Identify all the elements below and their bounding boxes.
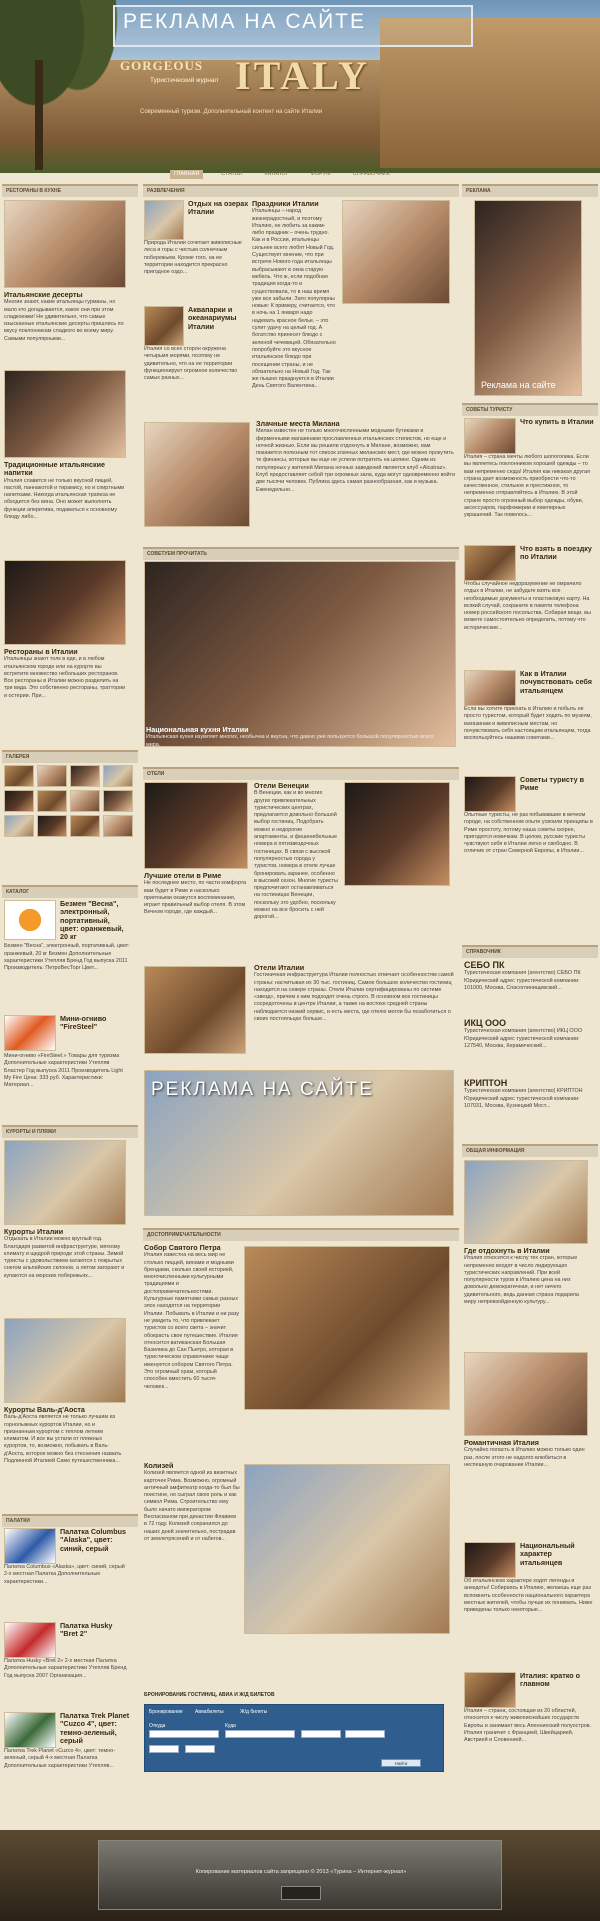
product-title[interactable]: Мини-огниво "FireSteel" xyxy=(60,1014,107,1032)
product-description: Палатка Husky «Bret 2» 2-х местная Палатка Дополнительные характеристики Утепляв Бренд Год выпуска 2007 Организация... xyxy=(4,1658,127,1679)
article-title[interactable]: Отдых на озерах Италии xyxy=(188,199,249,217)
resort-card xyxy=(4,1318,126,1465)
booking-adults-select[interactable] xyxy=(149,1745,179,1753)
directory-entry xyxy=(464,1018,594,1050)
directory-entry xyxy=(464,1078,594,1110)
article-card xyxy=(144,1462,240,1543)
product-description: Мини-огниво «FireSteel.» Товары для туризма Дополнительные характеристики Утепляв Бластер Год выпуска 2011 Производитель Light My Fire Цена: 333 руб. Характеристики: Материал... xyxy=(4,1053,123,1089)
directory-title[interactable]: СЕБО ПК xyxy=(464,960,505,970)
gallery-thumb[interactable] xyxy=(70,815,100,837)
booking-tab-train[interactable]: Ж/д билеты xyxy=(240,1709,268,1715)
article-excerpt: Итальянцы – народ жизнерадостный, и поэтому Италию, не любить за каким-либо праздник – очень трудно. Как и в России, итальянцы сильнее всего любят Новый Год. Существует мнение, что при встрече Нового года итальянцы выбрасывают в окна старую мебель. Что ж, если подобная традиция когда-то и существовала, то в наш время уже все забыли. Зато популярны новые: К примеру, считается, что в ночь на 1 января надо надевать красное белье, – это сулит удачу на целый год. А богатство принесет блюдо с зеленой чечевицей. Обязательно попробуйте это вкусное итальянское блюдо при посещении страны, и не обязательно на Новый Год. Так же пышно празднуется в Италии День Святого Валентина... xyxy=(252,208,336,390)
article-excerpt: Природа Италии сочетает живописные леса и горы с чистым солнечным побережьем. Кроме того, на ее территории находится прекрасно пригодное оздо... xyxy=(144,240,242,276)
product-image[interactable] xyxy=(4,1015,56,1051)
article-title[interactable]: Отели Италии xyxy=(254,963,305,972)
advice-excerpt: Опытные туристы, не раз побывавшие в вечном городе, на собственном опыте усвоили принципы в Риме простоту, потому наша советы скорее, пригодятся новичкам. В целом, русские туристы чувствуют себя в Италии легко и свободно. В отличие от стран Северной Европы, в Италии... xyxy=(464,812,593,855)
best-hotels-image[interactable] xyxy=(144,782,248,869)
nav-item-forum[interactable]: ФОРУМ xyxy=(310,171,331,177)
footer-copyright: Копирование материалов сайта запрещено © 2013 «Турина – Интернет-журнал» xyxy=(195,1869,407,1875)
product-card xyxy=(4,900,130,973)
advice-title[interactable]: Что взять в поездку по Италии xyxy=(520,544,592,562)
logo-big-text[interactable]: ITALY xyxy=(235,53,371,98)
article-excerpt: Колизей является одной из визитных карточек Рима. Возможно, огромный античный амфитеатр когда-то был бы поистине, но сыграл свою роль и как символ Рима. Строительство ему было начато императором Веспасианом при династии Флавиев в 72 году. Колизей сохранился до наших дней значительно, пострадав от землетрясений и от набегов... xyxy=(144,1470,240,1542)
left-column xyxy=(2,184,138,197)
advice-excerpt: Если вы хотите приехать в Италию и побыть не просто туристом, который будет ходить по музеям, магазинам и живописным местам, но почувствовать себя настоящим итальянцем, тогда воспользуйтесь нашими советами... xyxy=(464,706,592,742)
directory-heading: СПРАВОЧНИК xyxy=(462,945,598,958)
gallery-thumb[interactable] xyxy=(4,790,34,812)
product-card xyxy=(4,1622,130,1680)
booking-from-label: Откуда xyxy=(149,1723,166,1729)
general-image[interactable] xyxy=(464,1672,516,1708)
general-image[interactable] xyxy=(464,1352,588,1436)
product-description: Палатка Columbus «Alaska», цвет: синий, серый 2-х местная Палатка Дополнительные характеристики... xyxy=(4,1564,125,1585)
directory-text: Туристическая компания (агентство) СЕБО ПК Юридический адрес туристической компании: 101000, Москва, Спасоглинищевский... xyxy=(464,970,581,991)
article-image[interactable] xyxy=(4,560,126,645)
directory-text: Туристическая компания (агентство) ИКЦ ООО Юридический адрес туристической компании: 127540, Москва, Керамический... xyxy=(464,1028,583,1049)
entertainment-heading: РАЗВЛЕЧЕНИЯ xyxy=(143,184,459,197)
article-title[interactable]: Праздники Италии xyxy=(252,199,319,208)
article-excerpt: Итальянцы знают толк в еде, и в любом итальянском городе или на курорте вы встретите множество небольших ресторанов. Все рестораны в Италии можно разделить на три вида. Это собственно рестораны, траттории и остерии. При... xyxy=(4,656,126,699)
footer-panel xyxy=(98,1840,502,1910)
article-excerpt: Италия известна на весь мир не столько пиццей, винами и модными брендами, сколько своей историей, многочисленными культурными традициями и достопримечательностями. Культурные памятники самых разных эпох находятся на территории Италии. Побывать в Италии и ни разу не увидеть то, что привлекает туристов со всего света – значит обокрасть свое путешествие. Италия относится ватиканская Большая Базилика до Сан Пьетро, которая в туристическом справочнике чаще именуется собором Святого Петра. Это огромный храм, который способен вместить 60 тысяч человек... xyxy=(144,1252,240,1390)
article-image[interactable] xyxy=(4,370,126,458)
article-excerpt: В Венеции, как и во многих других привлекательных туристических центрах, предлагается довольно большой выбор гостиниц. Подобрать можно и недорогие апартаменты, и фешенебельные номера в пятизвездочных гостиницах. В связи с высокой популярностью города у туристов, номера в отеле лучше бронировать заранее, особенно в высокий сезон. Многие туристы предпочитают останавливаться на гостиницах Венеции, поскольку это удобно, поскольку можно на все бросить с ней дорогой... xyxy=(254,790,338,921)
product-image[interactable] xyxy=(4,1528,56,1564)
advice-image[interactable] xyxy=(464,418,516,454)
advice-image[interactable] xyxy=(464,776,516,812)
booking-search-button[interactable]: Найти xyxy=(381,1759,421,1767)
gallery-heading: ГАЛЕРЕЯ xyxy=(2,750,138,763)
featured-caption xyxy=(146,726,446,749)
recommend-heading: СОВЕТУЕМ ПРОЧИТАТЬ xyxy=(143,547,459,560)
article-excerpt: Италия со всех сторон окружена четырьмя морями, поэтому не удивительно, что на ее территории функционирует огромное количество самых разных... xyxy=(144,346,238,382)
header-ad-banner[interactable]: РЕКЛАМА НА САЙТЕ xyxy=(113,5,473,47)
product-description: Палатка Trek Planet «Cuzco 4», цвет: темно-зеленый, серый 4-х местная Палатка Дополнительные характеристики Утепляв... xyxy=(4,1748,116,1769)
milan-image[interactable] xyxy=(144,422,250,527)
gallery-thumb[interactable] xyxy=(37,790,67,812)
product-card xyxy=(4,1528,130,1586)
general-excerpt: Об итальянском характере ходят легенды и анекдоты! Собираясь в Италию, желаешь еще раз вспомнить особенности национального характера местных жителей, чтобы лучше их понимать. Ниже приведены только некоторые... xyxy=(464,1578,593,1614)
product-image[interactable] xyxy=(4,1712,56,1748)
article-excerpt: Многие знают, какие итальянцы гурманы, но мало кто догадывается, какое они при этом сладкоежки! Не удивительно, что самые изысканные итальянские десерты пришлись по вкусу поклонникам сладкого во всему миру. Самыми популярными... xyxy=(4,299,124,342)
product-image[interactable] xyxy=(4,900,56,940)
advice-title[interactable]: Советы туристу в Риме xyxy=(520,775,584,793)
product-description: Безмен "Весна", электронный, портативный, цвет: оранжевый, 20 кг Безмен Дополнительные характеристики Утепляв Бренд Год выпуска 2011 Производитель: ПетроВесТорг Цвет... xyxy=(4,943,130,972)
general-image[interactable] xyxy=(464,1542,516,1578)
advice-excerpt: Чтобы случайное недоразумение не омрачило отдых в Италии, не забудьте взять все необходимые документы и пластиковую карту. На всякий случай, сохраните в памяти телефона номер российского посольства. Собирая вещи, вы можете самостоятельно определить, потому что исторические... xyxy=(464,581,591,631)
article-title[interactable]: Итальянские десерты xyxy=(4,290,83,299)
booking-heading: БРОНИРОВАНИЕ ГОСТИНИЦ, АВИА И Ж/Д БИЛЕТОВ xyxy=(144,1692,275,1698)
sights-heading: ДОСТОПРИМЕЧАТЕЛЬНОСТИ xyxy=(143,1228,459,1241)
general-excerpt: Италия – страна, состоящая из 20 областей, относится к числу живописнейших государств Европы и занимает весь Апеннинский полуостров. Италия граничит с Францией, Швейцарией, Австрией и Словенией... xyxy=(464,1708,592,1744)
product-card xyxy=(4,1015,130,1089)
product-image[interactable] xyxy=(4,1622,56,1658)
gallery-thumb[interactable] xyxy=(70,765,100,787)
directory-title[interactable]: ИКЦ ООО xyxy=(464,1018,507,1028)
product-card xyxy=(4,1712,130,1770)
restaurants-heading: РЕСТОРАНЫ В КУХНЕ xyxy=(2,184,138,197)
booking-tab-avia[interactable]: Авиабилеты xyxy=(195,1709,224,1715)
advice-card xyxy=(464,545,594,632)
general-card xyxy=(464,1672,594,1744)
nav-item-catalog[interactable]: КАТАЛОГ xyxy=(264,171,289,177)
site-header xyxy=(0,0,600,173)
advice-image[interactable] xyxy=(464,545,516,581)
article-title[interactable]: Колизей xyxy=(144,1461,174,1470)
booking-from-input[interactable] xyxy=(149,1730,219,1738)
header-tagline: Современный туризм. Дополнительный контент на сайте Италии xyxy=(140,109,323,115)
gallery-thumb[interactable] xyxy=(103,790,133,812)
featured-image[interactable] xyxy=(144,561,456,747)
resort-image[interactable] xyxy=(4,1140,126,1225)
article-card xyxy=(144,1244,240,1391)
footer-counter-badge[interactable] xyxy=(281,1886,321,1900)
resort-image[interactable] xyxy=(4,1318,126,1403)
advice-card xyxy=(464,776,594,856)
holidays-image[interactable] xyxy=(342,200,450,304)
right-ad-banner[interactable] xyxy=(474,200,582,396)
logo-small-text: GORGEOUS xyxy=(120,58,204,73)
venice-image[interactable] xyxy=(344,782,450,886)
general-title[interactable]: Где отдохнуть в Италии xyxy=(464,1246,550,1255)
general-card xyxy=(464,1160,588,1306)
article-excerpt: Гостиничная инфраструктура Италии полностью отвечает особенностям самой страны: насчитывая их 30 тыс. гостиниц. Самое большое количество гостиниц находится на севере страны. Отели Италии сертифицированы по системе «звезд», причем к ним подходят очень строго. В основном все гостиницы сосредоточены в центре Италии, а также на востоке средней страны наблюдается низкий сервис, и есть места, где отелю могли бы позаботиться о своих постояльцах больше... xyxy=(254,972,454,1023)
st-peter-image[interactable] xyxy=(244,1246,450,1410)
hotels-heading: ОТЕЛИ xyxy=(143,767,459,780)
header-tree-image xyxy=(0,0,120,160)
gallery-thumb[interactable] xyxy=(70,790,100,812)
directory-entry xyxy=(464,960,594,992)
resort-title[interactable]: Курорты Италии xyxy=(4,1227,64,1236)
gallery-grid xyxy=(4,765,134,837)
article-card xyxy=(4,200,126,343)
gallery-thumb[interactable] xyxy=(103,815,133,837)
advice-card xyxy=(464,418,594,520)
article-image[interactable] xyxy=(4,200,126,288)
tents-heading: ПАЛАТКИ xyxy=(2,1514,138,1527)
logo-subtitle: Туристический журнал xyxy=(150,77,219,84)
article-image[interactable] xyxy=(144,200,184,240)
site-footer xyxy=(0,1830,600,1921)
resort-excerpt: Отдыхать в Италии можно круглый год. Благодаря развитой инфраструктуре, мягкому климату и щедрой природе этой страны. Зимой туристы с удовольствием катаются с покрытых снегом альпийских склонов, а летом загорают и купаются на морских побережьях... xyxy=(4,1236,125,1279)
article-title[interactable]: Рестораны в Италии xyxy=(4,647,78,656)
resort-title[interactable]: Курорты Валь-д'Аоста xyxy=(4,1405,85,1414)
mid-ad-text[interactable]: РЕКЛАМА НА САЙТЕ xyxy=(151,1079,374,1100)
resorts-heading: КУРОРТЫ И ПЛЯЖИ xyxy=(2,1125,138,1138)
article-card xyxy=(4,370,126,521)
article-card xyxy=(256,420,456,494)
nav-item-home[interactable]: ГЛАВНАЯ xyxy=(170,170,203,179)
advice-excerpt: Италия – страна мечты любого шопоголика. Если вы являетесь поклонником хорошей одежды – то вам непременно сюда! Италия как никакая другая страна дает возможность приобрести что-то качественное, стильное и престижное, то непременно отправляйтесь в Италию. В этой стране просто огромный выбор одежды, обуви, аксессуаров, парфюмерии и ювелирных украшений. Так повелось... xyxy=(464,454,590,519)
article-card xyxy=(254,964,454,1023)
article-excerpt: Милан известен не только многочисленными модными бутиками и фирменными магазинами прославленных итальянских стилистов, но еще и ночной жизнью. Если вы решили отдохнуть в Милане, возможно, вам покажется полезным тот список злачных миланских мест, где можно прокутить те финансы, которые вы еще не успели потратить на шопинг. Одним из популярных у жителей Милана ночных заведений является клуб «Alcatraz». Клуб предоставляет себой три огромных зала, куда могут одновременно войти две тысячи человек. Публика здесь самая разнообразная, как и музыка. Еженедельно... xyxy=(256,428,455,493)
booking-date-input[interactable] xyxy=(301,1730,341,1738)
advice-image[interactable] xyxy=(464,670,516,706)
article-title[interactable]: Аквапарки и океанариумы Италии xyxy=(188,305,237,331)
right-ad-text[interactable]: Реклама на сайте xyxy=(481,380,556,390)
main-nav xyxy=(170,170,394,179)
product-title[interactable]: Палатка Husky "Bret 2" xyxy=(60,1621,113,1639)
article-image[interactable] xyxy=(144,306,184,346)
advice-title[interactable]: Как в Италии почувствовать себя итальянцем xyxy=(520,669,592,695)
booking-widget xyxy=(144,1704,444,1772)
article-title[interactable]: Злачные места Милана xyxy=(256,419,340,428)
product-title[interactable]: Палатка Columbus "Alaska", цвет: синий, серый xyxy=(60,1527,126,1553)
featured-title[interactable]: Национальная кухня Италии xyxy=(146,725,249,734)
booking-children-select[interactable] xyxy=(185,1745,215,1753)
gallery-thumb[interactable] xyxy=(37,815,67,837)
featured-excerpt: Итальянская кухня изумляет многих, необычна и вкусна, что давно уже пользуется большой популярностью всего мира. xyxy=(146,734,434,748)
article-card xyxy=(144,200,249,276)
gallery-thumb[interactable] xyxy=(103,765,133,787)
header-tree-trunk xyxy=(35,60,43,170)
catalog-heading: КАТАЛОГ xyxy=(2,885,138,898)
product-title[interactable]: Палатка Trek Planet "Cuzco 4", цвет: темно-зеленый, серый xyxy=(60,1711,130,1745)
general-title[interactable]: Национальный характер итальянцев xyxy=(520,1541,575,1567)
general-card xyxy=(464,1352,588,1469)
italy-hotels-image[interactable] xyxy=(144,966,246,1054)
article-card xyxy=(252,200,336,391)
article-title[interactable]: Традиционные итальянские напитки xyxy=(4,460,105,478)
right-ad-heading: РЕКЛАМА xyxy=(462,184,598,197)
general-card xyxy=(464,1542,594,1614)
general-excerpt: Италия относится к числу тех стран, которые непременно входят в число лидирующих туристических направлений. При всей популярности туров в Италию цена на них довольно демократичная, и нет ничего удивительного, ведь данная страна подарила миру непревзойденную культуру... xyxy=(464,1255,579,1306)
gallery-thumb[interactable] xyxy=(4,765,34,787)
booking-to-label: Куда xyxy=(225,1723,236,1729)
product-title[interactable]: Безмен "Весна", электронный, портативный, цвет: оранжевый, 20 кг xyxy=(60,899,124,942)
general-heading: ОБЩАЯ ИНФОРМАЦИЯ xyxy=(462,1144,598,1157)
nav-item-directory[interactable]: СПРАВОЧНИК xyxy=(352,171,391,177)
general-excerpt: Случайно попасть в Италию можно только один раз, после этого не надолго влюбиться в неспешную очарование Италии... xyxy=(464,1447,585,1468)
resort-card xyxy=(4,1140,126,1280)
gallery-thumb[interactable] xyxy=(37,765,67,787)
article-title[interactable]: Лучшие отели в Риме xyxy=(144,871,222,880)
gallery-thumb[interactable] xyxy=(4,815,34,837)
advice-card xyxy=(464,670,594,742)
article-card xyxy=(4,560,126,700)
article-card xyxy=(144,872,248,917)
advice-heading: СОВЕТЫ ТУРИСТУ xyxy=(462,403,598,416)
advice-title[interactable]: Что купить в Италии xyxy=(520,417,594,426)
resort-excerpt: Валь-д'Аоста является не только лучшим из горнолыжных курортов Италии, но и признанным курортом с теплом летним климатом. И все вы устали от пляжных курортов, то, возможно, побывать в Валь-д'Аоста, которое можно без стеснения назвать Подлинной Италией Само путешественника... xyxy=(4,1414,122,1465)
article-excerpt: Италия славится не только вкусной пищей, пастой, паннакотой и тирамису, но и спиртными напитками. Никогда итальянская трапеза не обходится без вина. Оно может выполнять функции аперитива, подаваться к основному блюду либо... xyxy=(4,477,125,521)
article-card xyxy=(254,782,338,922)
directory-title[interactable]: КРИПТОН xyxy=(464,1078,508,1088)
nav-item-articles[interactable]: СТАТЬИ xyxy=(221,171,243,177)
article-excerpt: Не последнее место, по части комфорта вам будет в Риме и насколько приятными окажутся воспоминания, играет правильный выбор отеля. В этом Вечном городе, где каждый... xyxy=(144,880,247,916)
booking-to-input[interactable] xyxy=(225,1730,295,1738)
article-card xyxy=(144,306,249,382)
booking-tab-hotels[interactable]: Бронирование xyxy=(149,1709,183,1715)
article-title[interactable]: Собор Святого Петра xyxy=(144,1243,221,1252)
general-title[interactable]: Романтичная Италия xyxy=(464,1438,539,1447)
article-title[interactable]: Отели Венеции xyxy=(254,781,309,790)
mid-ad-banner[interactable] xyxy=(144,1070,454,1216)
general-title[interactable]: Италия: кратко о главном xyxy=(520,1671,581,1689)
booking-return-input[interactable] xyxy=(345,1730,385,1738)
directory-text: Туристическая компания (агентство) КРИПТОН Юридический адрес туристической компании: 107031, Москва, Кузнецкий Мост... xyxy=(464,1088,583,1109)
general-image[interactable] xyxy=(464,1160,588,1244)
colosseum-image[interactable] xyxy=(244,1464,450,1634)
